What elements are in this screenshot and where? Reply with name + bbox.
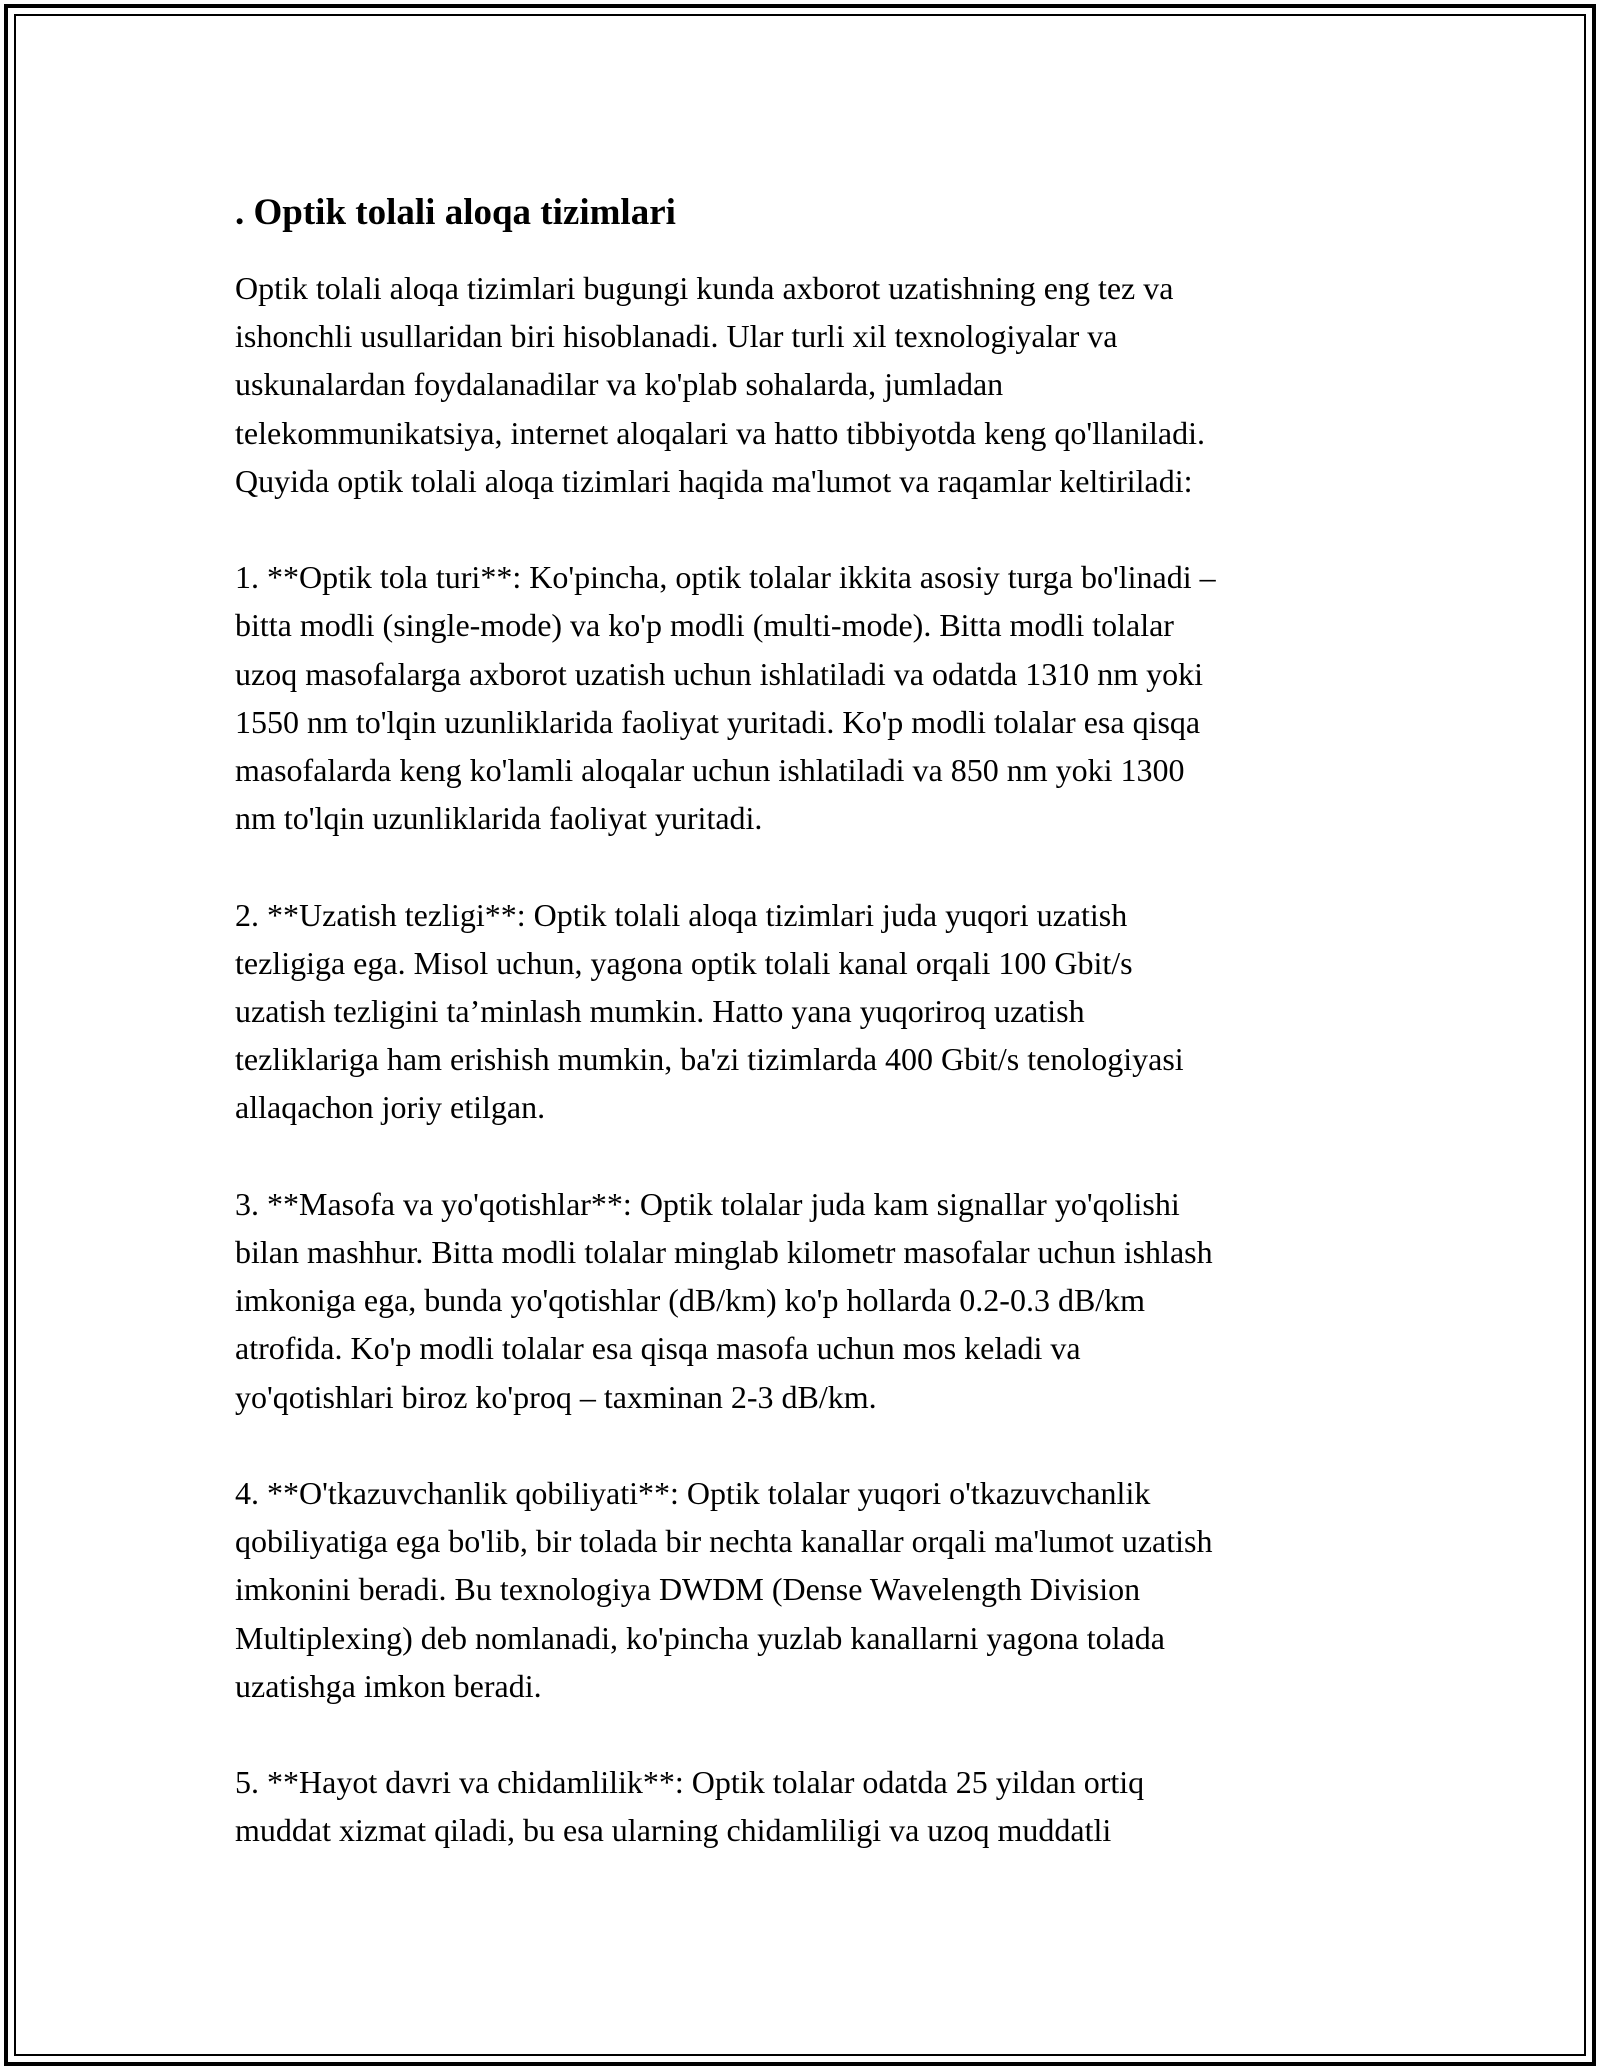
paragraph-fiber-type: 1. **Optik tola turi**: Ko'pincha, optik tolalar ikkita asosiy turga bo'linadi – bitta modli (single-mode) va ko'p modli (multi-mode). Bitta modli tolalar uzoq masofalarga axborot uzatish uchun ishlatiladi va odatda 1310 nm yoki 1550 nm to'lqin uzunliklarida faoliyat yuritadi. Ko'p modli tolalar esa qisqa masofalarda keng ko'lamli aloqalar uchun ishlatiladi va 850 nm yoki 1300 nm to'lqin uzunliklarida faoliyat yuritadi. [235, 559, 1216, 837]
paragraph-lifetime-durability: 5. **Hayot davri va chidamlilik**: Optik tolalar odatda 25 yildan ortiq muddat xizmat qiladi, bu esa ularning chidamliligi va uzoq muddatli [235, 1764, 1145, 1849]
paragraph-transmission-speed: 2. **Uzatish tezligi**: Optik tolali aloqa tizimlari juda yuqori uzatish tezligiga ega. Misol uchun, yagona optik tolali kanal orqali 100 Gbit/s uzatish tezligini ta’minlash mumkin. Hatto yana yuqoriroq uzatish tezliklariga ham erishish mumkin, ba'zi tizimlarda 400 Gbit/s tenologiyasi allaqachon joriy etilgan. [235, 896, 1184, 1126]
paragraph-bandwidth-capacity: 4. **O'tkazuvchanlik qobiliyati**: Optik tolalar yuqori o'tkazuvchanlik qobiliyatiga ega bo'lib, bir tolada bir nechta kanallar orqali ma'lumot uzatish imkonini beradi. Bu texnologiya DWDM (Dense Wavelength Division Multiplexing) deb nomlanadi, ko'pincha yuzlab kanallarni yagona tolada uzatishga imkon beradi. [235, 1475, 1213, 1704]
paragraph-distance-losses: 3. **Masofa va yo'qotishlar**: Optik tolalar juda kam signallar yo'qolishi bilan mashhur. Bitta modli tolalar minglab kilometr masofalar uchun ishlash imkoniga ega, bunda yo'qotishlar (dB/km) ko'p hollarda 0.2-0.3 dB/km atrofida. Ko'p modli tolalar esa qisqa masofa uchun mos keladi va yo'qotishlari biroz ko'proq – taxminan 2-3 dB/km. [235, 1185, 1213, 1415]
document-title: . Optik tolali aloqa tizimlari [235, 192, 676, 233]
document-body [235, 188, 1375, 1855]
intro-paragraph: Optik tolali aloqa tizimlari bugungi kunda axborot uzatishning eng tez va ishonchli usullaridan biri hisoblanadi. Ular turli xil texnologiyalar va uskunalardan foydalanadilar va ko'plab sohalarda, jumladan telekommunikatsiya, internet aloqalari va hatto tibbiyotda keng qo'llaniladi. Quyida optik tolali aloqa tizimlari haqida ma'lumot va raqamlar keltiriladi: [235, 270, 1205, 499]
